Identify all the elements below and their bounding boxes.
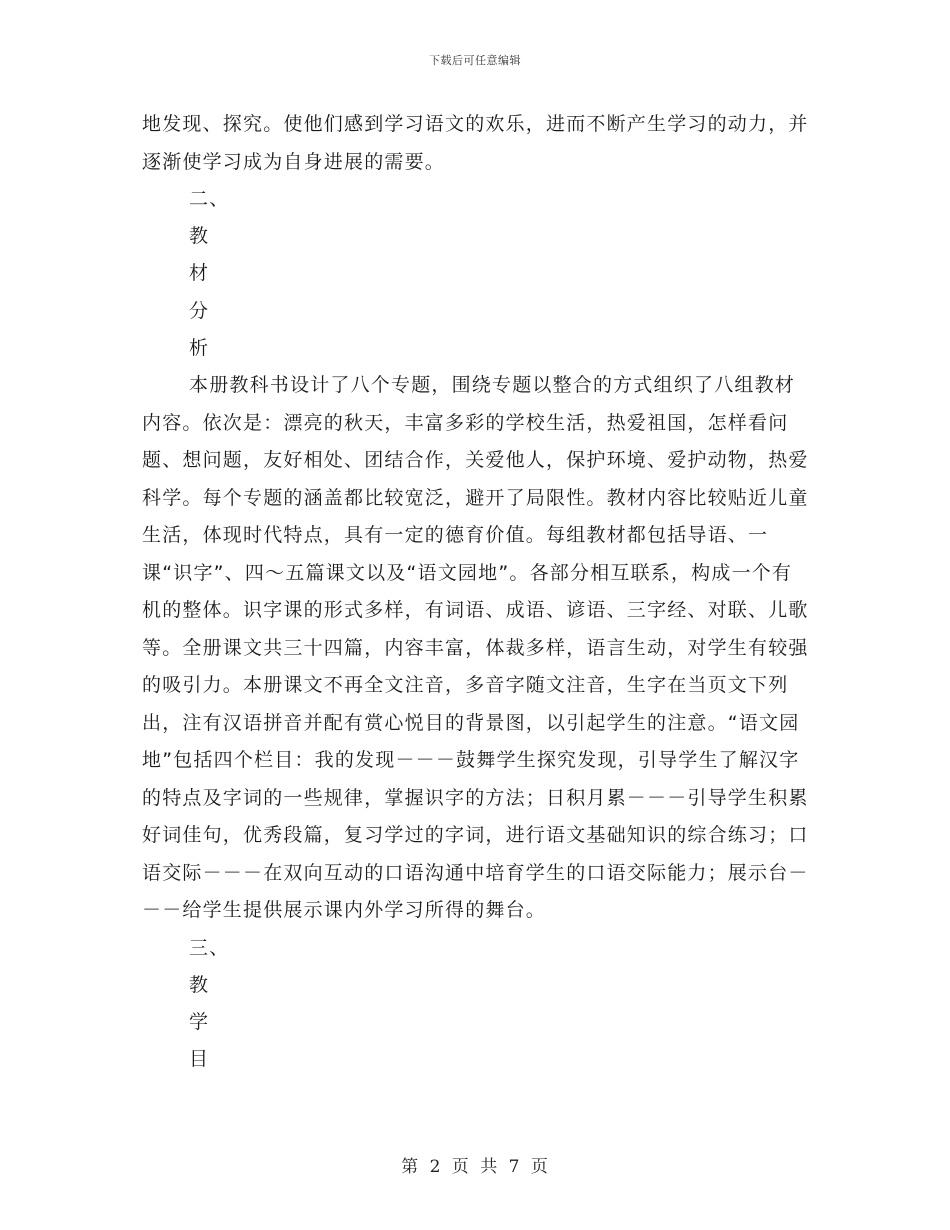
section-3-title-char: 教: [189, 973, 210, 996]
page-header: 下载后可任意编辑: [429, 54, 521, 67]
section-2-title-char: 材: [189, 262, 210, 285]
document-body: [142, 106, 812, 1078]
section-2-title-char: 教: [189, 225, 210, 248]
section-3-number: 三、: [189, 936, 230, 959]
section-2-title-char: 析: [189, 336, 210, 359]
section-3-title-char: 目: [189, 1048, 210, 1071]
paragraph-textbook-analysis: 本册教科书设计了八个专题，围绕专题以整合的方式组织了八组教材内容。依次是：漂亮的秋天，丰富多彩的学校生活，热爱祖国，怎样看问题、想问题，友好相处、团结合作，关爱他人，保护环境、爱护动物，热爱科学。每个专题的涵盖都比较宽泛，避开了局限性。教材内容比较贴近儿童生活，体现时代特点，具有一定的德育价值。每组教材都包括导语、一课“识字”、四～五篇课文以及“语文园地”。各部分相互联系，构成一个有机的整体。识字课的形式多样，有词语、成语、谚语、三字经、对联、儿歌等。全册课文共三十四篇，内容丰富，体裁多样，语言生动，对学生有较强的吸引力。本册课文不再全文注音，多音字随文注音，生字在当页文下列出，注有汉语拼音并配有赏心悦目的背景图，以引起学生的注意。“语文园地”包括四个栏目：我的发现－－－鼓舞学生探究发现，引导学生了解汉字的特点及字词的一些规律，掌握识字的方法；日积月累－－－引导学生积累好词佳句，优秀段篇，复习学过的字词，进行语文基础知识的综合练习；口语交际－－－在双向互动的口语沟通中培育学生的口语交际能力；展示台－－－给学生提供展示课内外学习所得的舞台。: [142, 374, 809, 922]
paragraph-continuation: 地发现、探究。使他们感到学习语文的欢乐，进而不断产生学习的动力，并逐渐使学习成为自身进展的需要。: [142, 113, 809, 173]
section-2-title-char: 分: [189, 299, 210, 322]
section-2-number: 二、: [189, 188, 230, 210]
page-number-footer: 第 2 页 共 7 页: [401, 1157, 549, 1177]
section-3-title-char: 学: [189, 1010, 210, 1033]
